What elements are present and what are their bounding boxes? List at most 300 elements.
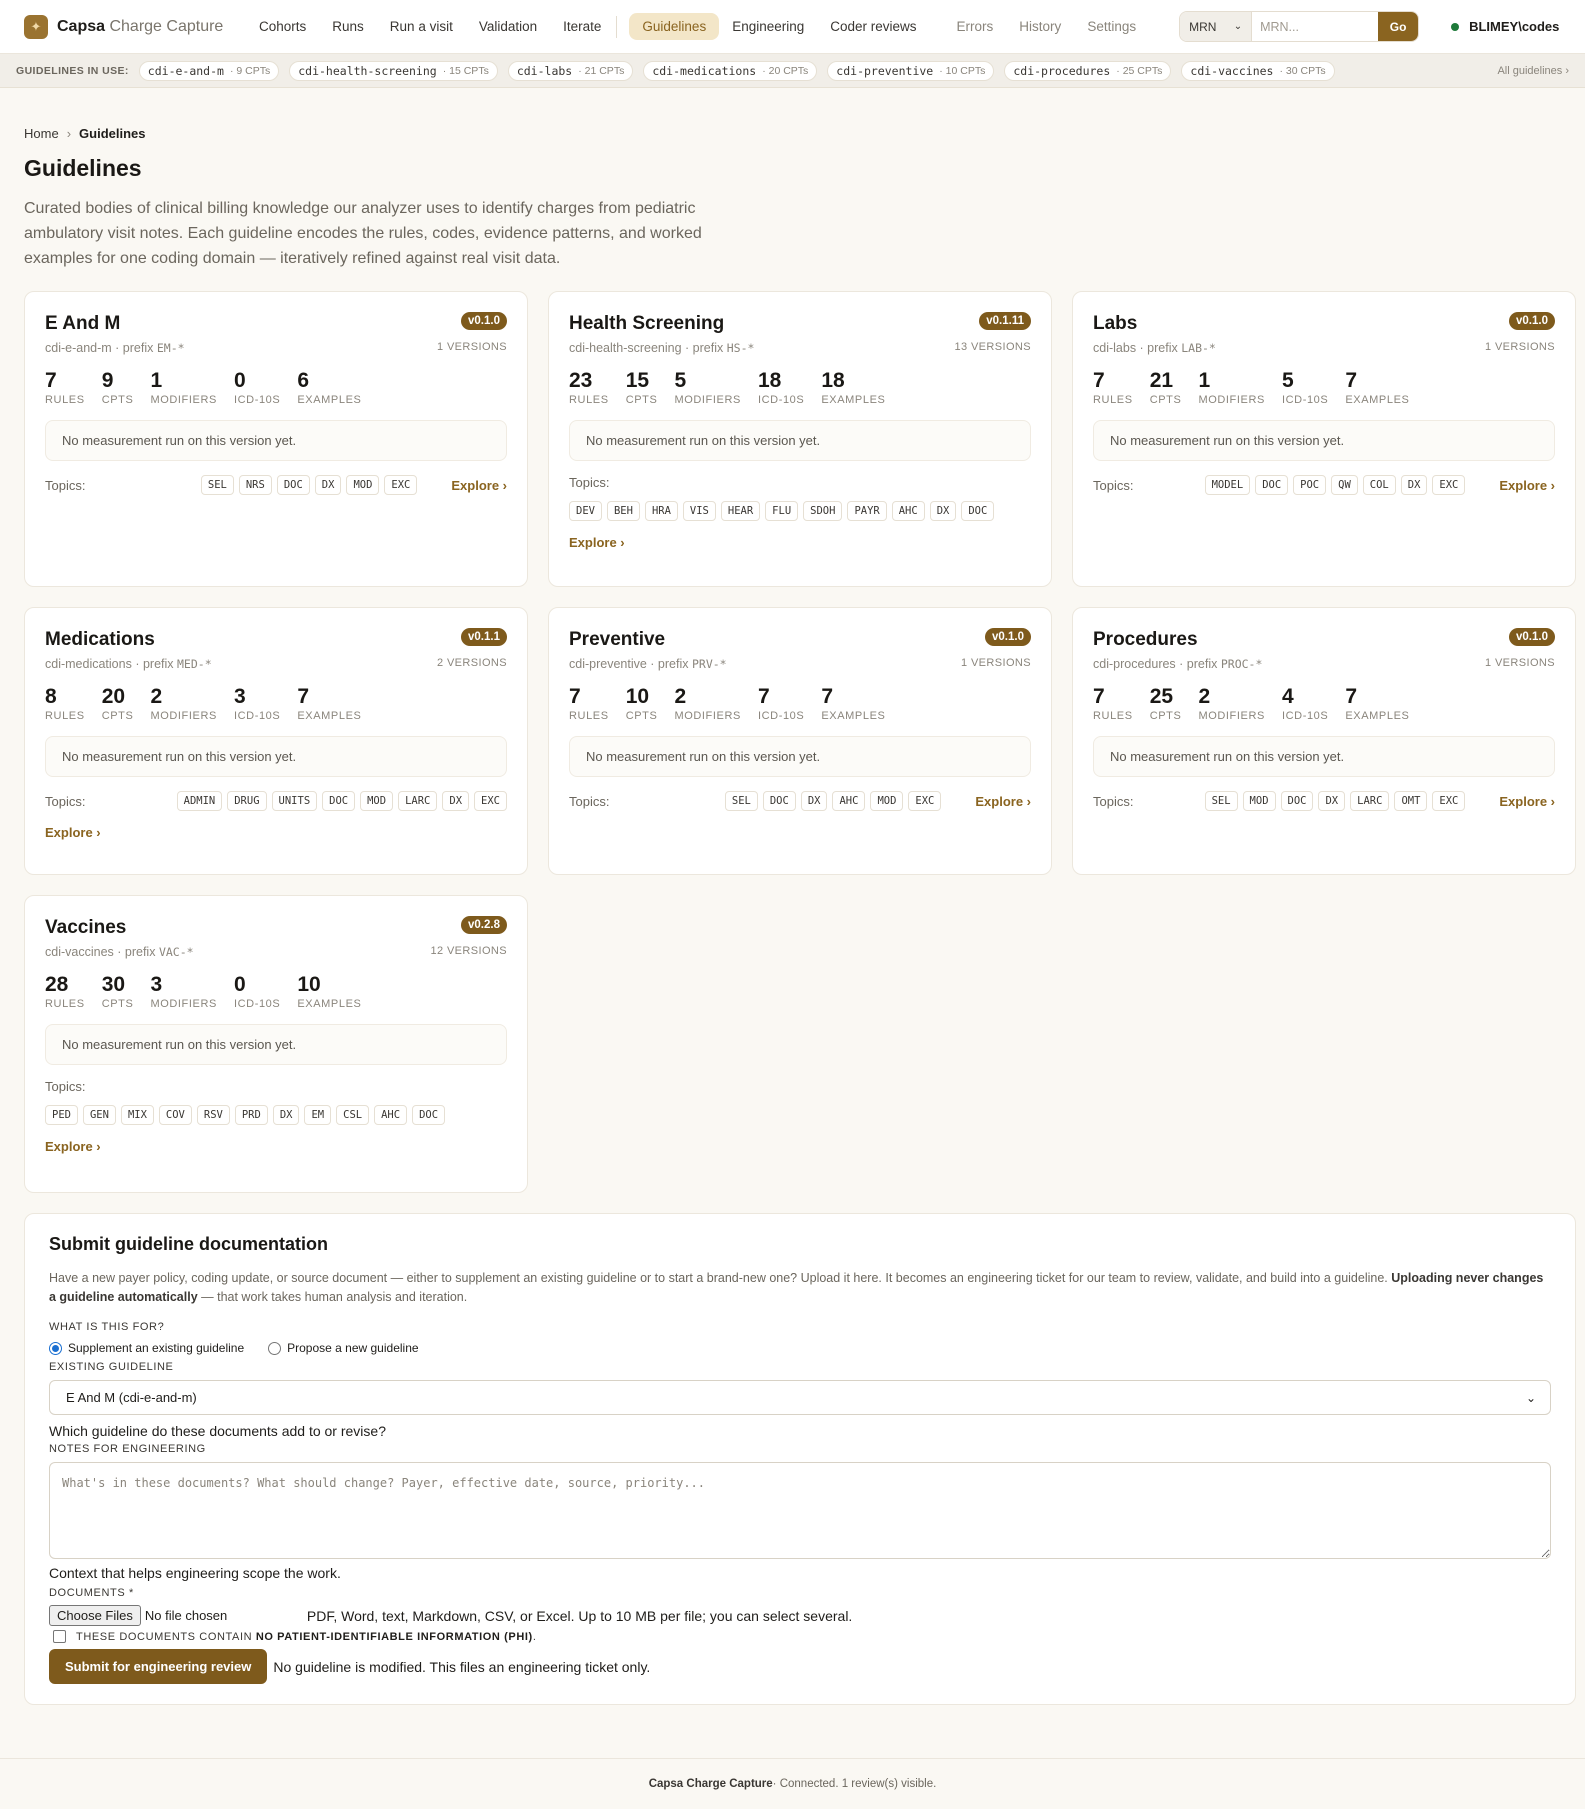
stat-value: 7 bbox=[1093, 369, 1105, 392]
version-count: 13 VERSIONS bbox=[954, 341, 1031, 353]
stat bbox=[234, 369, 280, 406]
topic-tag[interactable]: PED bbox=[45, 1105, 78, 1125]
stat-label: CPTS bbox=[101, 394, 134, 406]
stat-label: EXAMPLES bbox=[297, 710, 362, 722]
card-identifier: cdi-procedures · prefix PROC-* bbox=[1093, 657, 1263, 671]
submit-title: Submit guideline documentation bbox=[49, 1234, 328, 1254]
guideline-chip[interactable] bbox=[289, 61, 498, 81]
stat bbox=[569, 369, 609, 406]
topics bbox=[1093, 791, 1555, 811]
topic-tag[interactable]: DX bbox=[273, 1105, 300, 1125]
stat-label: ICD-10S bbox=[757, 394, 805, 406]
explore-link[interactable]: Explore › bbox=[1499, 477, 1555, 493]
stat-label: ICD-10S bbox=[233, 394, 281, 406]
main-nav bbox=[246, 13, 1149, 40]
chip-name: cdi-health-screening bbox=[298, 63, 437, 78]
strip-label: GUIDELINES IN USE: bbox=[16, 64, 129, 77]
card-identifier: cdi-vaccines · prefix VAC-* bbox=[45, 945, 194, 959]
topic-tags bbox=[725, 791, 942, 811]
nav-history[interactable]: History bbox=[1019, 19, 1062, 34]
topics bbox=[569, 475, 1031, 521]
version-count: 1 VERSIONS bbox=[960, 657, 1031, 669]
version-badge: v0.2.8 bbox=[461, 916, 507, 934]
topic-tag[interactable]: UNITS bbox=[272, 791, 318, 811]
footer-brand: Capsa Charge Capture bbox=[648, 1778, 773, 1790]
card-title[interactable]: Health Screening bbox=[569, 313, 725, 334]
stat-label: ICD-10S bbox=[757, 710, 805, 722]
topic-tag[interactable]: POC bbox=[1293, 475, 1326, 495]
stat-value: 4 bbox=[1281, 685, 1294, 708]
guideline-card bbox=[1072, 291, 1576, 587]
stat-label: ICD-10S bbox=[233, 998, 281, 1010]
stat-value: 28 bbox=[45, 973, 69, 996]
topic-tag[interactable]: VIS bbox=[683, 501, 716, 521]
topic-tag[interactable]: PAYR bbox=[847, 501, 886, 521]
existing-guideline-value: E And M (cdi-e-and-m) bbox=[66, 1390, 197, 1405]
nav-errors[interactable]: Errors bbox=[956, 19, 994, 34]
topic-tag[interactable]: DRUG bbox=[227, 791, 266, 811]
card-stats bbox=[569, 369, 1031, 406]
card-identifier: cdi-e-and-m · prefix EM-* bbox=[45, 341, 185, 355]
topic-tag[interactable]: MOD bbox=[346, 475, 379, 495]
stat-value: 7 bbox=[297, 685, 310, 708]
guideline-card bbox=[548, 607, 1052, 875]
card-identifier: cdi-health-screening · prefix HS-* bbox=[569, 341, 755, 355]
phi-checkbox-row[interactable] bbox=[53, 1630, 1551, 1643]
topic-tag[interactable]: ADMIN bbox=[177, 791, 223, 811]
explore-link[interactable]: Explore › bbox=[569, 535, 625, 550]
stat-label: CPTS bbox=[101, 998, 134, 1010]
version-badge: v0.1.11 bbox=[979, 312, 1031, 330]
measurement-status: No measurement run on this version yet. bbox=[45, 1024, 507, 1065]
chevron-down-icon: ⌄ bbox=[1525, 1390, 1536, 1405]
stat-label: CPTS bbox=[101, 710, 134, 722]
guideline-chip[interactable] bbox=[1181, 61, 1334, 81]
version-badge: v0.1.0 bbox=[1509, 628, 1555, 646]
file-upload bbox=[49, 1605, 1551, 1626]
topic-tag[interactable]: SEL bbox=[1205, 791, 1238, 811]
stat bbox=[1093, 685, 1133, 722]
chevron-down-icon: ⌄ bbox=[1233, 21, 1243, 32]
stat-value: 7 bbox=[821, 685, 834, 708]
topic-tag[interactable]: PRD bbox=[235, 1105, 268, 1125]
topic-tag[interactable]: AHC bbox=[892, 501, 925, 521]
topic-tag[interactable]: EXC bbox=[1432, 791, 1465, 811]
guideline-card bbox=[24, 895, 528, 1193]
topic-tag[interactable]: HRA bbox=[645, 501, 678, 521]
radio-supplement[interactable]: Supplement an existing guideline bbox=[49, 1341, 244, 1355]
measurement-status: No measurement run on this version yet. bbox=[569, 736, 1031, 777]
topic-tag[interactable]: DX bbox=[315, 475, 342, 495]
stat-label: RULES bbox=[45, 998, 85, 1010]
submit-note: No guideline is modified. This files an engineering ticket only. bbox=[273, 1658, 651, 1675]
purpose-label: WHAT IS THIS FOR? bbox=[49, 1321, 165, 1333]
stat-value: 3 bbox=[233, 685, 246, 708]
stat bbox=[45, 369, 85, 406]
card-identifier: cdi-medications · prefix MED-* bbox=[45, 657, 212, 671]
guideline-card bbox=[24, 291, 528, 587]
card-stats bbox=[45, 973, 507, 1010]
stat-label: RULES bbox=[45, 394, 85, 406]
version-count: 1 VERSIONS bbox=[1484, 341, 1555, 353]
stat-label: MODIFIERS bbox=[1198, 710, 1265, 722]
stat-value: 1 bbox=[150, 369, 163, 392]
stat-label: MODIFIERS bbox=[674, 394, 741, 406]
stat-label: RULES bbox=[569, 710, 609, 722]
stat bbox=[297, 973, 361, 1010]
stat-label: RULES bbox=[1093, 394, 1133, 406]
guideline-chip[interactable] bbox=[139, 61, 279, 81]
topic-tag[interactable]: DOC bbox=[961, 501, 994, 521]
topic-tag[interactable]: DX bbox=[930, 501, 957, 521]
topic-tag[interactable]: SDOH bbox=[803, 501, 842, 521]
stat-label: EXAMPLES bbox=[1345, 710, 1410, 722]
submit-documentation-form bbox=[24, 1213, 1576, 1705]
page-title: Guidelines bbox=[24, 155, 142, 181]
stat-value: 18 bbox=[821, 369, 845, 392]
guideline-chip[interactable] bbox=[827, 61, 994, 81]
brand[interactable] bbox=[24, 15, 246, 39]
stat bbox=[821, 685, 885, 722]
radio-unchecked-icon bbox=[268, 1342, 281, 1355]
stat-label: CPTS bbox=[625, 710, 658, 722]
page-intro: Curated bodies of clinical billing knowledge our analyzer uses to identify charges from pediatric ambulatory visit notes. Each guideline encodes the rules, codes, evidence patterns, and worked examples for one coding domain — iteratively refined against real visit data. bbox=[24, 200, 702, 267]
stat bbox=[45, 685, 85, 722]
explore-link[interactable]: Explore › bbox=[451, 477, 507, 493]
explore-link[interactable]: Explore › bbox=[975, 793, 1031, 809]
measurement-status: No measurement run on this version yet. bbox=[1093, 420, 1555, 461]
card-title[interactable]: Vaccines bbox=[45, 917, 127, 938]
topic-tag[interactable]: DOC bbox=[322, 791, 355, 811]
card-title[interactable]: Medications bbox=[45, 629, 155, 650]
nav-settings[interactable]: Settings bbox=[1087, 19, 1137, 34]
stat bbox=[674, 369, 741, 406]
brand-name: Capsa Charge Capture bbox=[57, 17, 224, 35]
topics-label: Topics: bbox=[45, 793, 86, 809]
explore-link[interactable]: Explore › bbox=[45, 1139, 101, 1154]
stat-label: EXAMPLES bbox=[821, 710, 886, 722]
topic-tag[interactable]: MIX bbox=[121, 1105, 154, 1125]
card-identifier: cdi-labs · prefix LAB-* bbox=[1093, 341, 1216, 355]
topic-tag[interactable]: NRS bbox=[239, 475, 272, 495]
stat-label: RULES bbox=[569, 394, 609, 406]
card-title[interactable]: Procedures bbox=[1093, 629, 1198, 650]
version-badge: v0.1.0 bbox=[461, 312, 507, 330]
stat-label: MODIFIERS bbox=[150, 394, 217, 406]
existing-guideline-select[interactable] bbox=[49, 1380, 1551, 1415]
version-count: 1 VERSIONS bbox=[1484, 657, 1555, 669]
stat bbox=[674, 685, 741, 722]
choose-files-button[interactable]: Choose Files bbox=[49, 1605, 141, 1626]
user-status[interactable] bbox=[1451, 19, 1559, 34]
stat-value: 2 bbox=[674, 685, 687, 708]
topic-tag[interactable]: QW bbox=[1331, 475, 1358, 495]
go-button[interactable]: Go bbox=[1378, 12, 1418, 41]
topic-tag[interactable]: DOC bbox=[763, 791, 796, 811]
connected-dot-icon bbox=[1451, 23, 1459, 31]
footer-status: · Connected. 1 review(s) visible. bbox=[772, 1778, 937, 1790]
guideline-chip[interactable] bbox=[508, 61, 634, 81]
card-stats bbox=[45, 685, 507, 722]
topics bbox=[569, 791, 1031, 811]
topic-tag[interactable]: RSV bbox=[197, 1105, 230, 1125]
topic-tag[interactable]: MOD bbox=[870, 791, 903, 811]
stat bbox=[569, 685, 609, 722]
all-guidelines-link[interactable]: All guidelines › bbox=[1497, 64, 1569, 77]
topics bbox=[45, 475, 507, 495]
stat-value: 7 bbox=[1093, 685, 1105, 708]
topic-tag[interactable]: EXC bbox=[908, 791, 941, 811]
guideline-chip[interactable] bbox=[643, 61, 817, 81]
stat-label: RULES bbox=[45, 710, 85, 722]
topics-label: Topics: bbox=[45, 477, 86, 493]
stat bbox=[758, 685, 804, 722]
notes-label: NOTES FOR ENGINEERING bbox=[49, 1443, 206, 1455]
topics-label: Topics: bbox=[569, 475, 610, 490]
topic-tag[interactable]: DX bbox=[442, 791, 469, 811]
purpose-radio-group bbox=[49, 1341, 1551, 1355]
topic-tag[interactable]: SEL bbox=[201, 475, 234, 495]
stat bbox=[758, 369, 804, 406]
stat-label: MODIFIERS bbox=[150, 710, 217, 722]
stat bbox=[1093, 369, 1133, 406]
version-count: 12 VERSIONS bbox=[430, 945, 507, 957]
topic-tag[interactable]: MOD bbox=[1243, 791, 1276, 811]
topic-tag[interactable]: GEN bbox=[83, 1105, 116, 1125]
existing-guideline-label: EXISTING GUIDELINE bbox=[49, 1361, 174, 1373]
stat bbox=[1345, 685, 1409, 722]
card-title[interactable]: E And M bbox=[45, 313, 121, 334]
stat-value: 15 bbox=[625, 369, 650, 392]
no-file-text: No file chosen bbox=[144, 1608, 228, 1623]
chip-name: cdi-medications bbox=[652, 63, 757, 78]
top-nav bbox=[0, 0, 1585, 54]
topic-tag[interactable]: AHC bbox=[374, 1105, 407, 1125]
nav-iterate[interactable]: Iterate bbox=[563, 19, 602, 34]
phi-checkbox[interactable] bbox=[53, 1630, 66, 1643]
topic-tags bbox=[1205, 791, 1466, 811]
stat-label: ICD-10S bbox=[233, 710, 281, 722]
stat-label: CPTS bbox=[1149, 394, 1182, 406]
stat-value: 6 bbox=[297, 369, 310, 392]
stat-value: 7 bbox=[45, 369, 57, 392]
topic-tag[interactable]: BEH bbox=[607, 501, 640, 521]
card-stats bbox=[1093, 369, 1555, 406]
documents-label: DOCUMENTS * bbox=[49, 1587, 134, 1599]
guideline-card bbox=[24, 607, 528, 875]
radio-propose[interactable]: Propose a new guideline bbox=[268, 1341, 418, 1355]
topic-tag[interactable]: CSL bbox=[336, 1105, 369, 1125]
submit-row bbox=[49, 1649, 1551, 1684]
topics-label: Topics: bbox=[1093, 793, 1134, 809]
topic-tag[interactable]: LARC bbox=[1350, 791, 1389, 811]
stat-value: 8 bbox=[45, 685, 57, 708]
topic-tag[interactable]: EXC bbox=[1432, 475, 1465, 495]
breadcrumb-current: Guidelines bbox=[79, 126, 146, 141]
topic-tag[interactable]: SEL bbox=[725, 791, 758, 811]
stat-label: EXAMPLES bbox=[297, 998, 362, 1010]
topic-tag[interactable]: COV bbox=[159, 1105, 192, 1125]
stat-value: 1 bbox=[1198, 369, 1211, 392]
chip-count: · 15 CPTs bbox=[442, 64, 489, 77]
breadcrumb-home[interactable]: Home bbox=[24, 126, 59, 141]
stat bbox=[1150, 685, 1182, 722]
version-badge: v0.1.0 bbox=[985, 628, 1031, 646]
nav-divider bbox=[616, 16, 617, 38]
version-count: 2 VERSIONS bbox=[436, 657, 507, 669]
stat bbox=[297, 685, 361, 722]
chip-name: cdi-preventive bbox=[836, 63, 934, 78]
card-title[interactable]: Preventive bbox=[569, 629, 666, 650]
guideline-chip[interactable] bbox=[1004, 61, 1171, 81]
stat-value: 3 bbox=[150, 973, 163, 996]
search-type-value: MRN bbox=[1189, 19, 1217, 34]
topic-tag[interactable]: LARC bbox=[398, 791, 437, 811]
stat bbox=[1198, 685, 1265, 722]
stat-value: 23 bbox=[569, 369, 593, 392]
card-stats bbox=[45, 369, 507, 406]
card-identifier: cdi-preventive · prefix PRV-* bbox=[569, 657, 727, 671]
radio-checked-icon bbox=[49, 1342, 62, 1355]
stat bbox=[150, 369, 217, 406]
documents-hint: PDF, Word, text, Markdown, CSV, or Excel. Up to 10 MB per file; you can select several. bbox=[306, 1607, 853, 1624]
stat bbox=[102, 685, 134, 722]
stat-value: 25 bbox=[1149, 685, 1174, 708]
stat bbox=[821, 369, 885, 406]
topic-tag[interactable]: MOD bbox=[360, 791, 393, 811]
stat bbox=[1198, 369, 1265, 406]
topic-tag[interactable]: DX bbox=[1401, 475, 1428, 495]
stat bbox=[102, 973, 134, 1010]
stat-value: 18 bbox=[757, 369, 782, 392]
topic-tag[interactable]: FLU bbox=[765, 501, 798, 521]
topics bbox=[1093, 475, 1555, 495]
topics-label: Topics: bbox=[569, 793, 610, 809]
stat-value: 2 bbox=[1198, 685, 1211, 708]
chip-name: cdi-procedures bbox=[1013, 63, 1111, 78]
topic-tags bbox=[1205, 475, 1466, 495]
stat-value: 0 bbox=[233, 369, 246, 392]
guideline-cards bbox=[24, 291, 1561, 1193]
topics-label: Topics: bbox=[1093, 477, 1134, 493]
topics bbox=[45, 1079, 507, 1125]
topic-tag[interactable]: COL bbox=[1363, 475, 1396, 495]
topic-tag[interactable]: DX bbox=[1318, 791, 1345, 811]
stat-label: EXAMPLES bbox=[1345, 394, 1410, 406]
chip-count: · 9 CPTs bbox=[229, 64, 271, 77]
topic-tag[interactable]: DOC bbox=[412, 1105, 445, 1125]
topic-tag[interactable]: DOC bbox=[1255, 475, 1288, 495]
chip-name: cdi-e-and-m bbox=[147, 63, 224, 78]
nav-validation[interactable]: Validation bbox=[478, 19, 538, 34]
breadcrumb-separator: › bbox=[66, 126, 72, 141]
stat-label: ICD-10S bbox=[1281, 394, 1329, 406]
stat-value: 21 bbox=[1149, 369, 1174, 392]
stat bbox=[1282, 369, 1328, 406]
card-stats bbox=[1093, 685, 1555, 722]
chip-count: · 10 CPTs bbox=[939, 64, 986, 77]
stat-label: EXAMPLES bbox=[821, 394, 886, 406]
topic-tag[interactable]: DX bbox=[801, 791, 828, 811]
search-type-select[interactable] bbox=[1180, 12, 1252, 41]
explore-link[interactable]: Explore › bbox=[1499, 793, 1555, 809]
topic-tag[interactable]: DOC bbox=[1281, 791, 1314, 811]
topic-tag[interactable]: HEAR bbox=[721, 501, 760, 521]
topic-tag[interactable]: DEV bbox=[569, 501, 602, 521]
phi-label: THESE DOCUMENTS CONTAIN NO PATIENT-IDENTIFIABLE INFORMATION (PHI). bbox=[76, 1630, 537, 1643]
topic-tags bbox=[45, 1105, 445, 1125]
notes-textarea[interactable] bbox=[49, 1462, 1551, 1559]
measurement-status: No measurement run on this version yet. bbox=[1093, 736, 1555, 777]
notes-hint: Context that helps engineering scope the work. bbox=[49, 1565, 341, 1581]
measurement-status: No measurement run on this version yet. bbox=[45, 736, 507, 777]
guidelines-in-use-strip bbox=[0, 54, 1585, 88]
breadcrumb bbox=[24, 126, 1561, 141]
stat bbox=[297, 369, 361, 406]
topic-tag[interactable]: MODEL bbox=[1205, 475, 1251, 495]
chip-count: · 30 CPTs bbox=[1279, 64, 1326, 77]
stat bbox=[1345, 369, 1409, 406]
version-badge: v0.1.0 bbox=[1509, 312, 1555, 330]
stat-label: CPTS bbox=[625, 394, 658, 406]
stat-label: RULES bbox=[1093, 710, 1133, 722]
stat-value: 30 bbox=[101, 973, 126, 996]
stat bbox=[150, 685, 217, 722]
stat bbox=[150, 973, 217, 1010]
stat-value: 10 bbox=[625, 685, 650, 708]
explore-link[interactable]: Explore › bbox=[45, 825, 101, 840]
chip-count: · 21 CPTs bbox=[578, 64, 625, 77]
capsa-logo-icon: ✦ bbox=[24, 15, 48, 39]
chip-name: cdi-labs bbox=[516, 63, 573, 78]
topic-tag[interactable]: DOC bbox=[277, 475, 310, 495]
stat-label: CPTS bbox=[1149, 710, 1182, 722]
stat-value: 7 bbox=[757, 685, 770, 708]
submit-for-review-button[interactable]: Submit for engineering review bbox=[49, 1649, 267, 1684]
mrn-input[interactable] bbox=[1252, 12, 1378, 41]
stat bbox=[1282, 685, 1328, 722]
topic-tag[interactable]: OMT bbox=[1394, 791, 1427, 811]
stat-value: 5 bbox=[674, 369, 687, 392]
stat bbox=[626, 369, 658, 406]
topic-tags bbox=[177, 791, 507, 811]
topic-tags bbox=[569, 501, 994, 521]
chip-count: · 25 CPTs bbox=[1116, 64, 1163, 77]
topic-tag[interactable]: EXC bbox=[474, 791, 507, 811]
stat-label: ICD-10S bbox=[1281, 710, 1329, 722]
topic-tag[interactable]: AHC bbox=[832, 791, 865, 811]
measurement-status: No measurement run on this version yet. bbox=[569, 420, 1031, 461]
stat-value: 7 bbox=[1345, 369, 1358, 392]
stat-value: 5 bbox=[1281, 369, 1294, 392]
topics bbox=[45, 791, 507, 811]
topic-tag[interactable]: EM bbox=[304, 1105, 331, 1125]
topic-tag[interactable]: EXC bbox=[384, 475, 417, 495]
user-name: BLIMEY\codes bbox=[1469, 19, 1560, 34]
measurement-status: No measurement run on this version yet. bbox=[45, 420, 507, 461]
nav-guidelines[interactable]: Guidelines bbox=[629, 13, 719, 40]
stat bbox=[1150, 369, 1182, 406]
nav-cohorts[interactable]: Cohorts bbox=[259, 19, 307, 34]
guideline-card bbox=[548, 291, 1052, 587]
nav-runs[interactable]: Runs bbox=[332, 19, 364, 34]
mrn-search bbox=[1179, 11, 1419, 42]
stat-label: EXAMPLES bbox=[297, 394, 362, 406]
nav-coder-reviews[interactable]: Coder reviews bbox=[830, 19, 917, 34]
card-title[interactable]: Labs bbox=[1093, 313, 1138, 334]
nav-run-a-visit[interactable]: Run a visit bbox=[389, 19, 453, 34]
nav-engineering[interactable]: Engineering bbox=[732, 19, 805, 34]
